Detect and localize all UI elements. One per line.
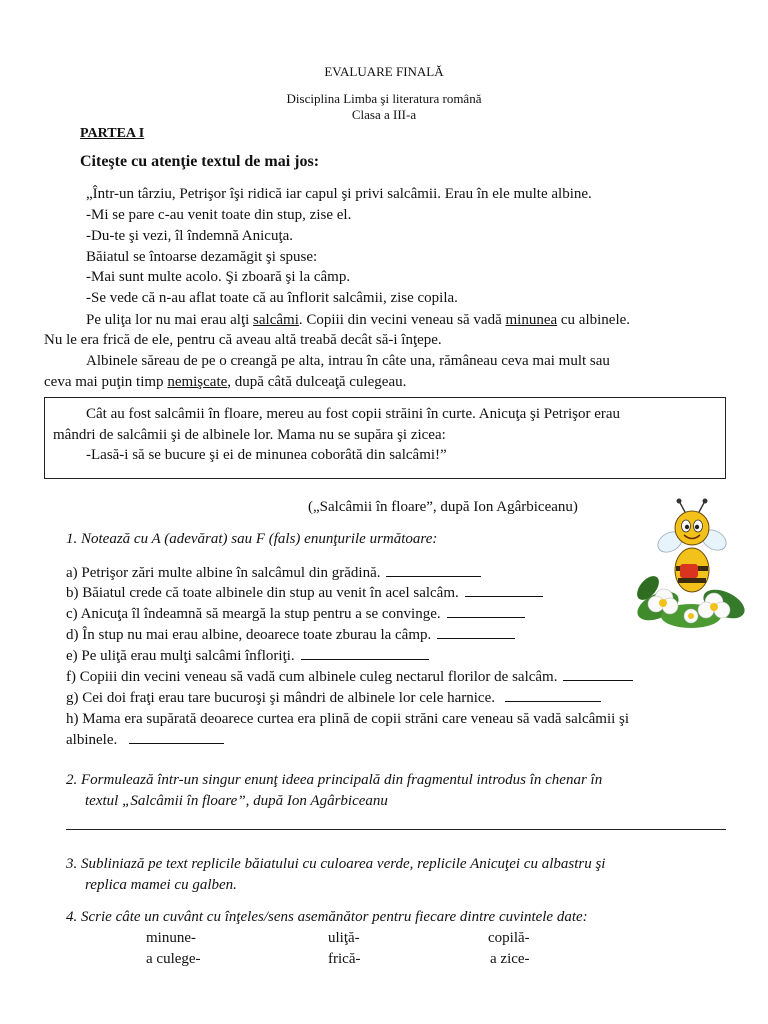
word-cell: frică- xyxy=(328,951,361,967)
box-line: Cât au fost salcâmii în floare, mereu au fost copii străini în curte. Anicuţa şi Petrişor erau xyxy=(86,406,621,422)
exercise-2-line: 2. Formulează într-un singur enunţ ideea principală din fragmentul introdus în chenar în xyxy=(66,772,603,788)
story-line: Nu le era frică de ele, pentru că aveau altă treabă decât să-i înţepe. xyxy=(44,332,442,348)
word-cell: a zice- xyxy=(490,951,530,967)
answer-line[interactable] xyxy=(66,829,726,830)
text-run: . Copiii din vecini veneau să vadă xyxy=(298,312,506,328)
word-cell: uliţă- xyxy=(328,930,360,946)
story-line: -Mai sunt multe acolo. Şi zboară şi la câmp. xyxy=(86,269,351,285)
word-cell: a culege- xyxy=(146,951,201,967)
text-run: , după câtă dulceaţă culegeau. xyxy=(227,374,407,390)
statement-text: d) În stup nu mai erau albine, deoarece toate zburau la câmp. xyxy=(66,627,432,643)
answer-blank[interactable] xyxy=(447,605,525,618)
box-line: -Lasă-i să se bucure şi ei de minunea coborâtă din salcâmi!” xyxy=(86,447,447,463)
answer-blank[interactable] xyxy=(505,689,601,702)
statement-h: h) Mama era supărată deoarece curtea era plină de copii străni care veneau să vadă salcâmii şi xyxy=(66,711,630,727)
answer-blank[interactable] xyxy=(301,647,429,660)
answer-blank[interactable] xyxy=(437,626,515,639)
exercise-3-line: replica mamei cu galben. xyxy=(85,877,237,893)
statement-text: b) Băiatul crede că toate albinele din stup au venit în acel salcâm. xyxy=(66,585,459,601)
box-line: mândri de salcâmii şi de albinele lor. Mama nu se supăra şi zicea: xyxy=(53,427,446,443)
story-line: Albinele săreau de pe o creangă pe alta, intrau în câte una, rămâneau ceva mai mult sau xyxy=(86,353,610,369)
answer-blank[interactable] xyxy=(386,564,481,577)
story-line: „Într-un târziu, Petrişor îşi ridică iar capul şi privi salcâmii. Erau în ele multe albine. xyxy=(86,186,592,202)
statement-text: albinele. xyxy=(66,732,118,748)
exercise-1-title: 1. Notează cu A (adevărat) sau F (fals) enunţurile următoare: xyxy=(66,531,438,547)
exercise-3-line: 3. Subliniază pe text replicile băiatului cu culoarea verde, replicile Anicuţei cu albastru şi xyxy=(66,856,606,872)
flower-icon xyxy=(684,609,698,623)
statement-g xyxy=(66,689,601,707)
statement-text: g) Cei doi fraţi erau tare bucuroşi şi mândri de albinele lor cele harnice. xyxy=(66,690,495,706)
statement-d xyxy=(66,626,515,644)
exercise-4-title: 4. Scrie câte un cuvânt cu înţeles/sens asemănător pentru fiecare dintre cuvintele date: xyxy=(66,909,588,925)
statement-text: c) Anicuţa îl îndeamnă să meargă la stup pentru a se convinge. xyxy=(66,606,441,622)
word-cell: copilă- xyxy=(488,930,530,946)
word-cell: minune- xyxy=(146,930,196,946)
answer-blank[interactable] xyxy=(129,731,224,744)
part-heading: PARTEA I xyxy=(80,126,145,141)
underlined-word: nemişcate xyxy=(167,374,228,390)
bee-illustration xyxy=(636,498,746,630)
story-line: -Mi se pare c-au venit toate din stup, zise el. xyxy=(86,207,352,223)
subject-line: Disciplina Limba şi literatura română xyxy=(286,91,482,106)
source-attribution: („Salcâmii în floare”, după Ion Agârbiceanu) xyxy=(308,499,578,515)
story-line: -Se vede că n-au aflat toate că au înflorit salcâmii, zise copila. xyxy=(86,290,458,306)
text-run: ceva mai puţin timp xyxy=(44,374,168,390)
statement-b xyxy=(66,584,543,602)
statement-text: f) Copiii din vecini veneau să vadă cum albinele culeg nectarul florilor de salcâm. xyxy=(66,669,558,685)
statement-h-continued xyxy=(66,731,224,749)
reading-instruction: Citeşte cu atenţie textul de mai jos: xyxy=(80,153,320,170)
text-run: cu albinele. xyxy=(557,312,631,328)
story-line xyxy=(44,373,406,391)
statement-e xyxy=(66,647,429,665)
statement-a xyxy=(66,564,481,582)
statement-c xyxy=(66,605,525,623)
underlined-word: minunea xyxy=(505,312,558,328)
document-title: EVALUARE FINALĂ xyxy=(324,64,444,79)
story-line xyxy=(86,311,630,329)
text-run: Pe uliţa lor nu mai erau alţi xyxy=(86,312,254,328)
answer-blank[interactable] xyxy=(465,584,543,597)
story-line: Băiatul se întoarse dezamăgit şi spuse: xyxy=(86,249,318,265)
underlined-word: salcâmi xyxy=(253,312,299,328)
statement-text: e) Pe uliţă erau mulţi salcâmi înfloriţi. xyxy=(66,648,295,664)
statement-text: a) Petrişor zări multe albine în salcâmul din grădină. xyxy=(66,565,381,581)
grade-line: Clasa a III-a xyxy=(351,107,417,122)
bee-icon xyxy=(654,499,730,593)
statement-f xyxy=(66,668,633,686)
exercise-2-line: textul „Salcâmii în floare”, după Ion Agârbiceanu xyxy=(85,793,388,809)
story-line: -Du-te şi vezi, îl îndemnă Anicuţa. xyxy=(86,228,294,244)
answer-blank[interactable] xyxy=(563,668,633,681)
